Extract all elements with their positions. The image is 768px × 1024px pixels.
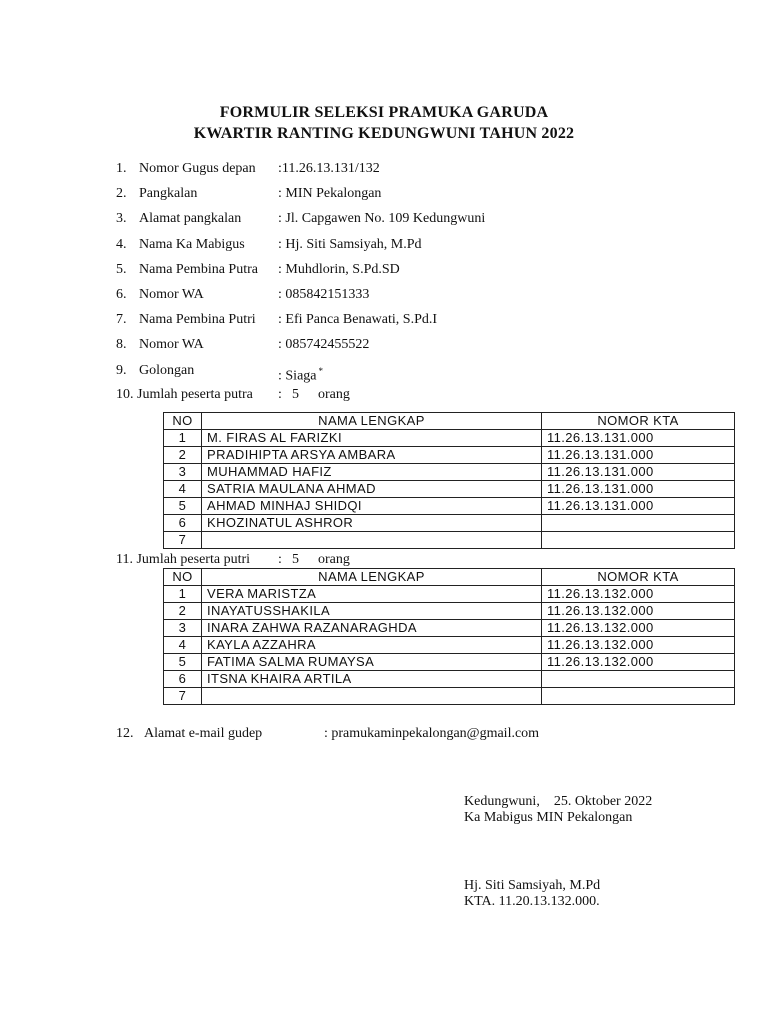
participant-name: SATRIA MAULANA AHMAD bbox=[202, 481, 542, 498]
row-number: 2 bbox=[164, 447, 202, 464]
row-number: 6 bbox=[164, 515, 202, 532]
putri-count-value: 5 bbox=[292, 552, 299, 567]
participant-name: KAYLA AZZAHRA bbox=[202, 637, 542, 654]
row-number: 7 bbox=[164, 532, 202, 549]
table-row bbox=[164, 603, 735, 620]
header-no: NO bbox=[164, 569, 202, 586]
putra-participants-table bbox=[163, 412, 735, 549]
table-row bbox=[164, 430, 735, 447]
table-row bbox=[164, 654, 735, 671]
header-name: NAMA LENGKAP bbox=[202, 569, 542, 586]
table-header-row bbox=[164, 413, 735, 430]
participant-kta: 11.26.13.132.000 bbox=[542, 620, 735, 637]
item-value bbox=[278, 311, 437, 329]
table-row bbox=[164, 515, 735, 532]
item-value-text: : 085842151333 bbox=[278, 287, 370, 302]
item-number: 9. bbox=[116, 362, 127, 378]
putri-count-colon: : bbox=[278, 552, 282, 567]
form-title: FORMULIR SELEKSI PRAMUKA GARUDA bbox=[219, 104, 549, 121]
participant-kta: 11.26.13.131.000 bbox=[542, 481, 735, 498]
participant-kta: 11.26.13.131.000 bbox=[542, 447, 735, 464]
item-value bbox=[278, 261, 400, 279]
participant-name: INAYATUSSHAKILA bbox=[202, 603, 542, 620]
participant-kta: 11.26.13.131.000 bbox=[542, 498, 735, 515]
participant-name: MUHAMMAD HAFIZ bbox=[202, 464, 542, 481]
signature-role: Ka Mabigus MIN Pekalongan bbox=[464, 810, 633, 825]
row-number: 6 bbox=[164, 671, 202, 688]
item-label: Nomor WA bbox=[139, 337, 204, 353]
item-number: 6. bbox=[116, 287, 127, 302]
table-row bbox=[164, 688, 735, 705]
putri-participants-table bbox=[163, 568, 735, 705]
participant-name bbox=[202, 688, 542, 705]
participant-kta: 11.26.13.132.000 bbox=[542, 603, 735, 620]
signature-kta: KTA. 11.20.13.132.000. bbox=[464, 894, 600, 909]
table-row bbox=[164, 498, 735, 515]
form-subtitle: KWARTIR RANTING KEDUNGWUNI TAHUN 2022 bbox=[193, 125, 575, 142]
putra-count-value: 5 bbox=[292, 387, 299, 402]
item-value-text: : 085742455522 bbox=[278, 337, 370, 353]
participant-name: M. FIRAS AL FARIZKI bbox=[202, 430, 542, 447]
table-row bbox=[164, 620, 735, 637]
item-label: Nama Pembina Putri bbox=[139, 312, 256, 328]
participant-name: FATIMA SALMA RUMAYSA bbox=[202, 654, 542, 671]
item-label: Pangkalan bbox=[139, 186, 198, 202]
row-number: 5 bbox=[164, 498, 202, 515]
putri-count-label: 11. Jumlah peserta putri bbox=[116, 552, 251, 567]
item-label: Golongan bbox=[139, 362, 195, 378]
item-value bbox=[278, 185, 381, 203]
signature-place-date: Kedungwuni, 25. Oktober 2022 bbox=[464, 794, 653, 809]
participant-kta: 11.26.13.132.000 bbox=[542, 654, 735, 671]
header-name: NAMA LENGKAP bbox=[202, 413, 542, 430]
table-row bbox=[164, 637, 735, 654]
item-label: Nomor WA bbox=[139, 287, 204, 302]
participant-kta bbox=[542, 688, 735, 705]
row-number: 4 bbox=[164, 637, 202, 654]
participant-kta: 11.26.13.132.000 bbox=[542, 586, 735, 603]
row-number: 3 bbox=[164, 464, 202, 481]
putra-count-colon: : bbox=[278, 387, 282, 402]
row-number: 2 bbox=[164, 603, 202, 620]
table-header-row bbox=[164, 569, 735, 586]
email-value: : pramukaminpekalongan@gmail.com bbox=[324, 726, 540, 741]
table-row bbox=[164, 532, 735, 549]
item-label: Nama Ka Mabigus bbox=[139, 236, 245, 252]
row-number: 3 bbox=[164, 620, 202, 637]
item-number: 5. bbox=[116, 261, 127, 277]
signature-name: Hj. Siti Samsiyah, M.Pd bbox=[464, 878, 601, 893]
item-value bbox=[278, 236, 422, 254]
participant-name: ITSNA KHAIRA ARTILA bbox=[202, 671, 542, 688]
participant-kta bbox=[542, 532, 735, 549]
item-number: 2. bbox=[116, 186, 127, 202]
participant-kta: 11.26.13.132.000 bbox=[542, 637, 735, 654]
item-number: 1. bbox=[116, 161, 127, 176]
table-row bbox=[164, 464, 735, 481]
item-label: Nama Pembina Putra bbox=[139, 261, 258, 277]
participant-kta: 11.26.13.131.000 bbox=[542, 464, 735, 481]
participant-name: PRADIHIPTA ARSYA AMBARA bbox=[202, 447, 542, 464]
putra-count-unit: orang bbox=[318, 387, 350, 402]
item-value bbox=[278, 362, 323, 386]
participant-kta bbox=[542, 515, 735, 532]
header-no: NO bbox=[164, 413, 202, 430]
item-value bbox=[278, 286, 369, 304]
item-label: Alamat pangkalan bbox=[139, 211, 242, 227]
participant-name bbox=[202, 532, 542, 549]
row-number: 5 bbox=[164, 654, 202, 671]
row-number: 1 bbox=[164, 430, 202, 447]
participant-name: VERA MARISTZA bbox=[202, 586, 542, 603]
item-value-text: : MIN Pekalongan bbox=[278, 186, 382, 202]
item-value-text: : Hj. Siti Samsiyah, M.Pd bbox=[278, 236, 422, 252]
item-number: 3. bbox=[116, 211, 127, 227]
item-number: 7. bbox=[116, 312, 127, 328]
item-footnote-mark: * bbox=[318, 365, 323, 376]
participant-name: KHOZINATUL ASHROR bbox=[202, 515, 542, 532]
item-value-text: : Jl. Capgawen No. 109 Kedungwuni bbox=[278, 211, 486, 227]
row-number: 1 bbox=[164, 586, 202, 603]
row-number: 4 bbox=[164, 481, 202, 498]
item-number: 8. bbox=[116, 337, 127, 353]
table-row bbox=[164, 586, 735, 603]
item-value-text: : Efi Panca Benawati, S.Pd.I bbox=[278, 312, 438, 328]
putri-count-unit: orang bbox=[318, 552, 350, 567]
item-number: 4. bbox=[116, 236, 127, 252]
row-number: 7 bbox=[164, 688, 202, 705]
participant-name: INARA ZAHWA RAZANARAGHDA bbox=[202, 620, 542, 637]
header-kta: NOMOR KTA bbox=[542, 413, 735, 430]
table-row bbox=[164, 447, 735, 464]
putra-count-label: 10. Jumlah peserta putra bbox=[116, 387, 253, 402]
item-value-text: :11.26.13.131/132 bbox=[278, 161, 380, 176]
item-label: Nomor Gugus depan bbox=[139, 161, 256, 176]
item-value bbox=[278, 160, 380, 178]
item-value-text: : Muhdlorin, S.Pd.SD bbox=[278, 261, 400, 277]
header-kta: NOMOR KTA bbox=[542, 569, 735, 586]
item-value bbox=[278, 336, 369, 354]
item-value bbox=[278, 210, 485, 228]
participant-kta: 11.26.13.131.000 bbox=[542, 430, 735, 447]
table-row bbox=[164, 671, 735, 688]
table-row bbox=[164, 481, 735, 498]
participant-kta bbox=[542, 671, 735, 688]
item-value-text: : Siaga bbox=[278, 368, 317, 384]
email-number: 12. bbox=[116, 726, 134, 741]
participant-name: AHMAD MINHAJ SHIDQI bbox=[202, 498, 542, 515]
email-label: Alamat e-mail gudep bbox=[144, 726, 263, 741]
